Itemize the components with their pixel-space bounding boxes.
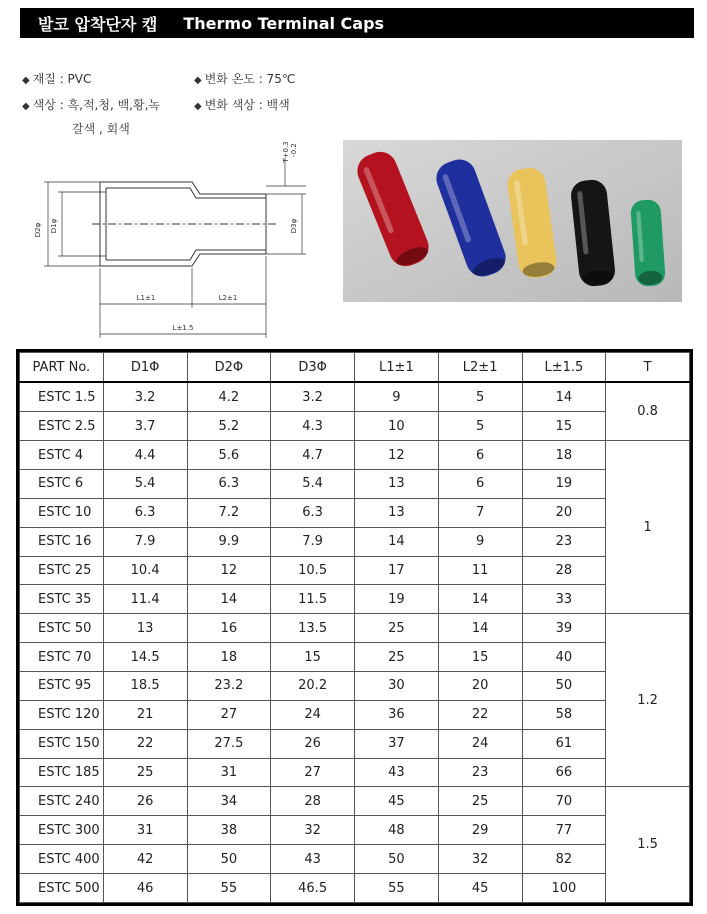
table-cell: 37 [355,729,439,758]
spec-table [19,352,690,903]
table-cell: 18 [522,441,606,470]
table-cell: 6.3 [271,498,355,527]
table-cell: 33 [522,585,606,614]
table-row [20,729,690,758]
part-number-cell: ESTC 50 [20,614,104,643]
table-cell: 7.9 [103,527,187,556]
table-cell: 22 [438,700,522,729]
diamond-bullet-icon: ◆ [194,75,202,86]
table-cell: 4.3 [271,412,355,441]
table-cell: 55 [355,874,439,903]
table-cell: 5.2 [187,412,271,441]
table-row [20,441,690,470]
table-cell: 7 [438,498,522,527]
table-cell: 23 [522,527,606,556]
title-bar [20,8,694,38]
table-cell: 14 [438,585,522,614]
spec-colors-cont: 갈색 , 회색 [72,122,130,136]
table-cell: 6.3 [187,469,271,498]
table-cell: 12 [187,556,271,585]
table-cell: 21 [103,700,187,729]
table-cell: 50 [187,845,271,874]
label-tol-t2: -0.2 [290,143,298,157]
table-cell: 31 [103,816,187,845]
table-cell: 24 [438,729,522,758]
table-row [20,614,690,643]
table-cell: 7.9 [271,527,355,556]
table-cell: 29 [438,816,522,845]
table-cell: 10.5 [271,556,355,585]
part-number-cell: ESTC 400 [20,845,104,874]
table-cell: 46 [103,874,187,903]
table-cell: 23 [438,758,522,787]
spec-material: ◆ 재질 : PVC [22,72,92,86]
column-header: L2±1 [438,353,522,383]
table-cell: 15 [271,643,355,672]
table-cell: 46.5 [271,874,355,903]
table-row [20,672,690,701]
table-cell: 100 [522,874,606,903]
table-cell: 11 [438,556,522,585]
table-cell: 4.2 [187,382,271,412]
table-cell: 32 [271,816,355,845]
spec-change-color: ◆ 변화 색상 : 백색 [194,98,290,112]
technical-drawing [30,138,310,343]
table-cell: 39 [522,614,606,643]
table-cell: 20 [522,498,606,527]
table-cell: 15 [438,643,522,672]
table-cell: 25 [355,643,439,672]
table-row [20,382,690,412]
table-cell: 26 [103,787,187,816]
table-header-row [20,353,690,383]
table-cell: 14 [438,614,522,643]
thickness-cell: 0.8 [606,382,690,441]
title-korean: 발코 압착단자 캡 [38,14,158,34]
table-cell: 7.2 [187,498,271,527]
part-number-cell: ESTC 1.5 [20,382,104,412]
part-number-cell: ESTC 120 [20,700,104,729]
table-cell: 14 [355,527,439,556]
part-number-cell: ESTC 6 [20,469,104,498]
table-cell: 42 [103,845,187,874]
table-cell: 25 [103,758,187,787]
part-number-cell: ESTC 4 [20,441,104,470]
table-cell: 14 [522,382,606,412]
table-row [20,469,690,498]
table-cell: 27 [271,758,355,787]
table-cell: 16 [187,614,271,643]
table-cell: 25 [355,614,439,643]
part-number-cell: ESTC 185 [20,758,104,787]
table-cell: 45 [438,874,522,903]
table-cell: 10 [355,412,439,441]
table-cell: 40 [522,643,606,672]
column-header: L1±1 [355,353,439,383]
terminal-cap-4 [630,199,666,287]
spec-colors: ◆ 색상 : 흑,적,청, 백,황,녹 [22,98,160,112]
thickness-cell: 1.5 [606,787,690,903]
table-cell: 5.4 [271,469,355,498]
table-cell: 58 [522,700,606,729]
table-cell: 18.5 [103,672,187,701]
label-d2: D2φ [34,222,42,238]
column-header: D1Φ [103,353,187,383]
table-row [20,585,690,614]
part-number-cell: ESTC 2.5 [20,412,104,441]
table-cell: 18 [187,643,271,672]
label-l: L±1.5 [172,324,194,332]
table-cell: 26 [271,729,355,758]
table-cell: 43 [355,758,439,787]
table-cell: 27.5 [187,729,271,758]
table-cell: 17 [355,556,439,585]
table-cell: 48 [355,816,439,845]
table-cell: 30 [355,672,439,701]
table-cell: 9.9 [187,527,271,556]
table-cell: 22 [103,729,187,758]
spec-table-frame [16,349,693,906]
table-row [20,845,690,874]
table-cell: 13 [355,498,439,527]
table-cell: 70 [522,787,606,816]
table-row [20,412,690,441]
table-cell: 27 [187,700,271,729]
table-row [20,787,690,816]
table-cell: 13 [355,469,439,498]
diamond-bullet-icon: ◆ [22,75,30,86]
part-number-cell: ESTC 10 [20,498,104,527]
table-cell: 3.7 [103,412,187,441]
table-cell: 12 [355,441,439,470]
table-cell: 14.5 [103,643,187,672]
column-header: T [606,353,690,383]
label-d1: D1φ [50,218,58,234]
table-cell: 5 [438,412,522,441]
table-cell: 6 [438,469,522,498]
part-number-cell: ESTC 16 [20,527,104,556]
label-d3: D3φ [290,218,298,234]
table-cell: 10.4 [103,556,187,585]
part-number-cell: ESTC 35 [20,585,104,614]
table-cell: 55 [187,874,271,903]
label-l2: L2±1 [218,294,238,302]
part-number-cell: ESTC 95 [20,672,104,701]
table-cell: 9 [438,527,522,556]
table-cell: 77 [522,816,606,845]
label-tol-t: T+0.3 [282,141,290,163]
title-english: Thermo Terminal Caps [183,13,385,33]
table-cell: 19 [355,585,439,614]
table-cell: 3.2 [103,382,187,412]
table-row [20,700,690,729]
table-cell: 50 [355,845,439,874]
table-cell: 19 [522,469,606,498]
table-cell: 11.4 [103,585,187,614]
thickness-cell: 1.2 [606,614,690,787]
table-row [20,874,690,903]
spec-temperature: ◆ 변화 온도 : 75℃ [194,72,296,86]
table-cell: 5.6 [187,441,271,470]
part-number-cell: ESTC 300 [20,816,104,845]
column-header: D3Φ [271,353,355,383]
part-number-cell: ESTC 240 [20,787,104,816]
table-row [20,643,690,672]
table-cell: 32 [438,845,522,874]
table-row [20,556,690,585]
table-cell: 25 [438,787,522,816]
table-cell: 13 [103,614,187,643]
thickness-cell: 1 [606,441,690,614]
table-cell: 50 [522,672,606,701]
table-cell: 5.4 [103,469,187,498]
part-number-cell: ESTC 25 [20,556,104,585]
table-cell: 14 [187,585,271,614]
table-cell: 66 [522,758,606,787]
table-cell: 23.2 [187,672,271,701]
table-cell: 38 [187,816,271,845]
table-cell: 15 [522,412,606,441]
table-cell: 61 [522,729,606,758]
label-l1: L1±1 [136,294,156,302]
table-cell: 24 [271,700,355,729]
table-row [20,758,690,787]
table-cell: 3.2 [271,382,355,412]
table-cell: 28 [271,787,355,816]
table-cell: 13.5 [271,614,355,643]
column-header: D2Φ [187,353,271,383]
table-cell: 6.3 [103,498,187,527]
table-cell: 36 [355,700,439,729]
table-cell: 34 [187,787,271,816]
part-number-cell: ESTC 150 [20,729,104,758]
table-cell: 28 [522,556,606,585]
product-photo [343,140,682,302]
table-cell: 31 [187,758,271,787]
table-cell: 4.4 [103,441,187,470]
diamond-bullet-icon: ◆ [194,101,202,112]
table-cell: 45 [355,787,439,816]
table-cell: 20.2 [271,672,355,701]
column-header: PART No. [20,353,104,383]
table-cell: 82 [522,845,606,874]
table-row [20,498,690,527]
table-cell: 9 [355,382,439,412]
column-header: L±1.5 [522,353,606,383]
table-row [20,816,690,845]
table-cell: 5 [438,382,522,412]
table-cell: 20 [438,672,522,701]
part-number-cell: ESTC 70 [20,643,104,672]
diamond-bullet-icon: ◆ [22,101,30,112]
part-number-cell: ESTC 500 [20,874,104,903]
table-row [20,527,690,556]
table-cell: 4.7 [271,441,355,470]
table-cell: 11.5 [271,585,355,614]
table-cell: 6 [438,441,522,470]
table-cell: 43 [271,845,355,874]
